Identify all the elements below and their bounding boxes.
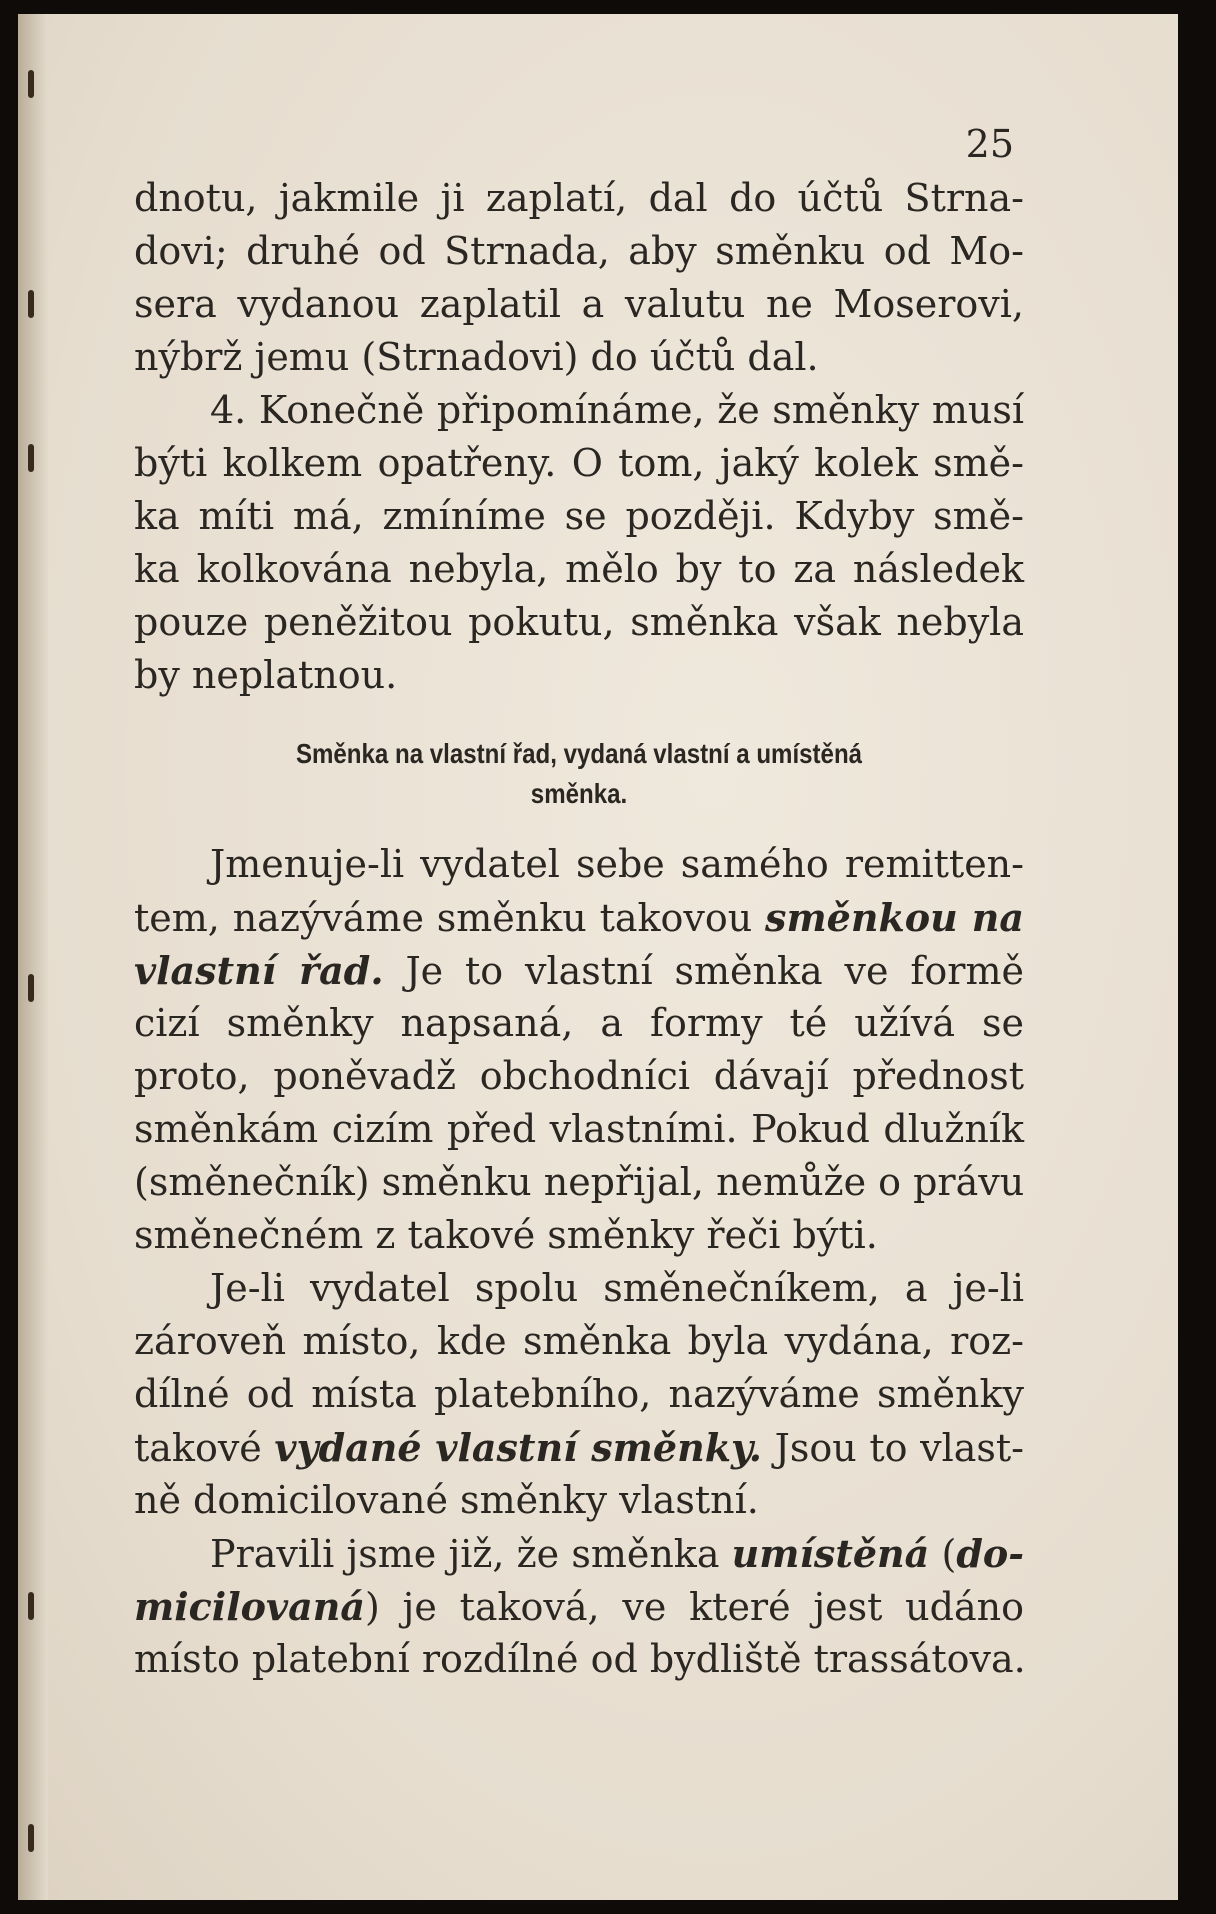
text-line: micilovaná) je taková, ve které jest udáno <box>134 1584 1024 1629</box>
text-line: místo platební rozdílné od bydliště trassátova. <box>134 1637 1026 1681</box>
text-line: směnkám cizím před vlastními. Pokud dlužník <box>134 1107 1024 1151</box>
emphasis: micilovaná <box>134 1584 365 1629</box>
text-line: pouze peněžitou pokutu, směnka však nebyla <box>134 600 1024 644</box>
text-line: proto, poněvadž obchodníci dávají přednost <box>134 1054 1024 1098</box>
binding-stitch <box>28 444 34 472</box>
binding-stitch <box>28 70 34 98</box>
text-line: ka míti má, zmíníme se později. Kdyby smě- <box>134 494 1024 538</box>
text-line: směnečném z takové směnky řeči býti. <box>134 1213 878 1257</box>
emphasis: umístěná <box>731 1531 930 1576</box>
emphasis: vlastní řad. <box>134 948 384 993</box>
emphasis: směnkou na <box>765 895 1024 940</box>
text-line: vlastní řad. Je to vlastní směnka ve formě <box>134 948 1024 993</box>
text-line: býti kolkem opatřeny. O tom, jaký kolek smě- <box>134 441 1024 485</box>
book-page <box>18 14 1178 1900</box>
text-line: Jmenuje-li vydatel sebe samého remitten- <box>210 842 1024 886</box>
text-line: 4. Konečně připomínáme, že směnky musí <box>210 388 1024 432</box>
text-line: Je-li vydatel spolu směnečníkem, a je-li <box>210 1266 1024 1310</box>
binding-stitch <box>28 1824 34 1852</box>
binding-stitch <box>28 1592 34 1620</box>
text-line: dílné od místa platebního, nazýváme směnky <box>134 1372 1024 1416</box>
text-line: nýbrž jemu (Strnadovi) do účtů dal. <box>134 335 819 379</box>
text-line: dovi; druhé od Strnada, aby směnku od Mo- <box>134 229 1024 273</box>
text-line: sera vydanou zaplatil a valutu ne Moserovi, <box>134 282 1024 326</box>
body-text <box>134 172 1024 1686</box>
text-line: zároveň místo, kde směnka byla vydána, roz- <box>134 1319 1024 1363</box>
text-line: Pravili jsme již, že směnka umístěná (do- <box>210 1531 1024 1576</box>
emphasis: vydané vlastní směnky. <box>274 1425 762 1470</box>
page-number: 25 <box>965 122 1014 166</box>
emphasis: do- <box>956 1531 1024 1576</box>
text-line: ně domicilované směnky vlastní. <box>134 1478 759 1522</box>
binding-stitch <box>28 290 34 318</box>
text-line: tem, nazýváme směnku takovou směnkou na <box>134 895 1024 940</box>
text-line: (směnečník) směnku nepřijal, nemůže o právu <box>134 1160 1025 1204</box>
text-line: dnotu, jakmile ji zaplatí, dal do účtů Strna- <box>134 176 1024 220</box>
page-binding <box>18 14 48 1900</box>
section-heading: směnka. <box>530 778 628 809</box>
section-heading: Směnka na vlastní řad, vydaná vlastní a umístěná <box>295 738 863 769</box>
text-line: cizí směnky napsaná, a formy té užívá se <box>134 1001 1024 1045</box>
text-line: takové vydané vlastní směnky. Jsou to vlast- <box>134 1425 1024 1470</box>
text-line: ka kolkována nebyla, mělo by to za následek <box>134 547 1024 591</box>
binding-stitch <box>28 974 34 1002</box>
text-line: by neplatnou. <box>134 653 398 697</box>
